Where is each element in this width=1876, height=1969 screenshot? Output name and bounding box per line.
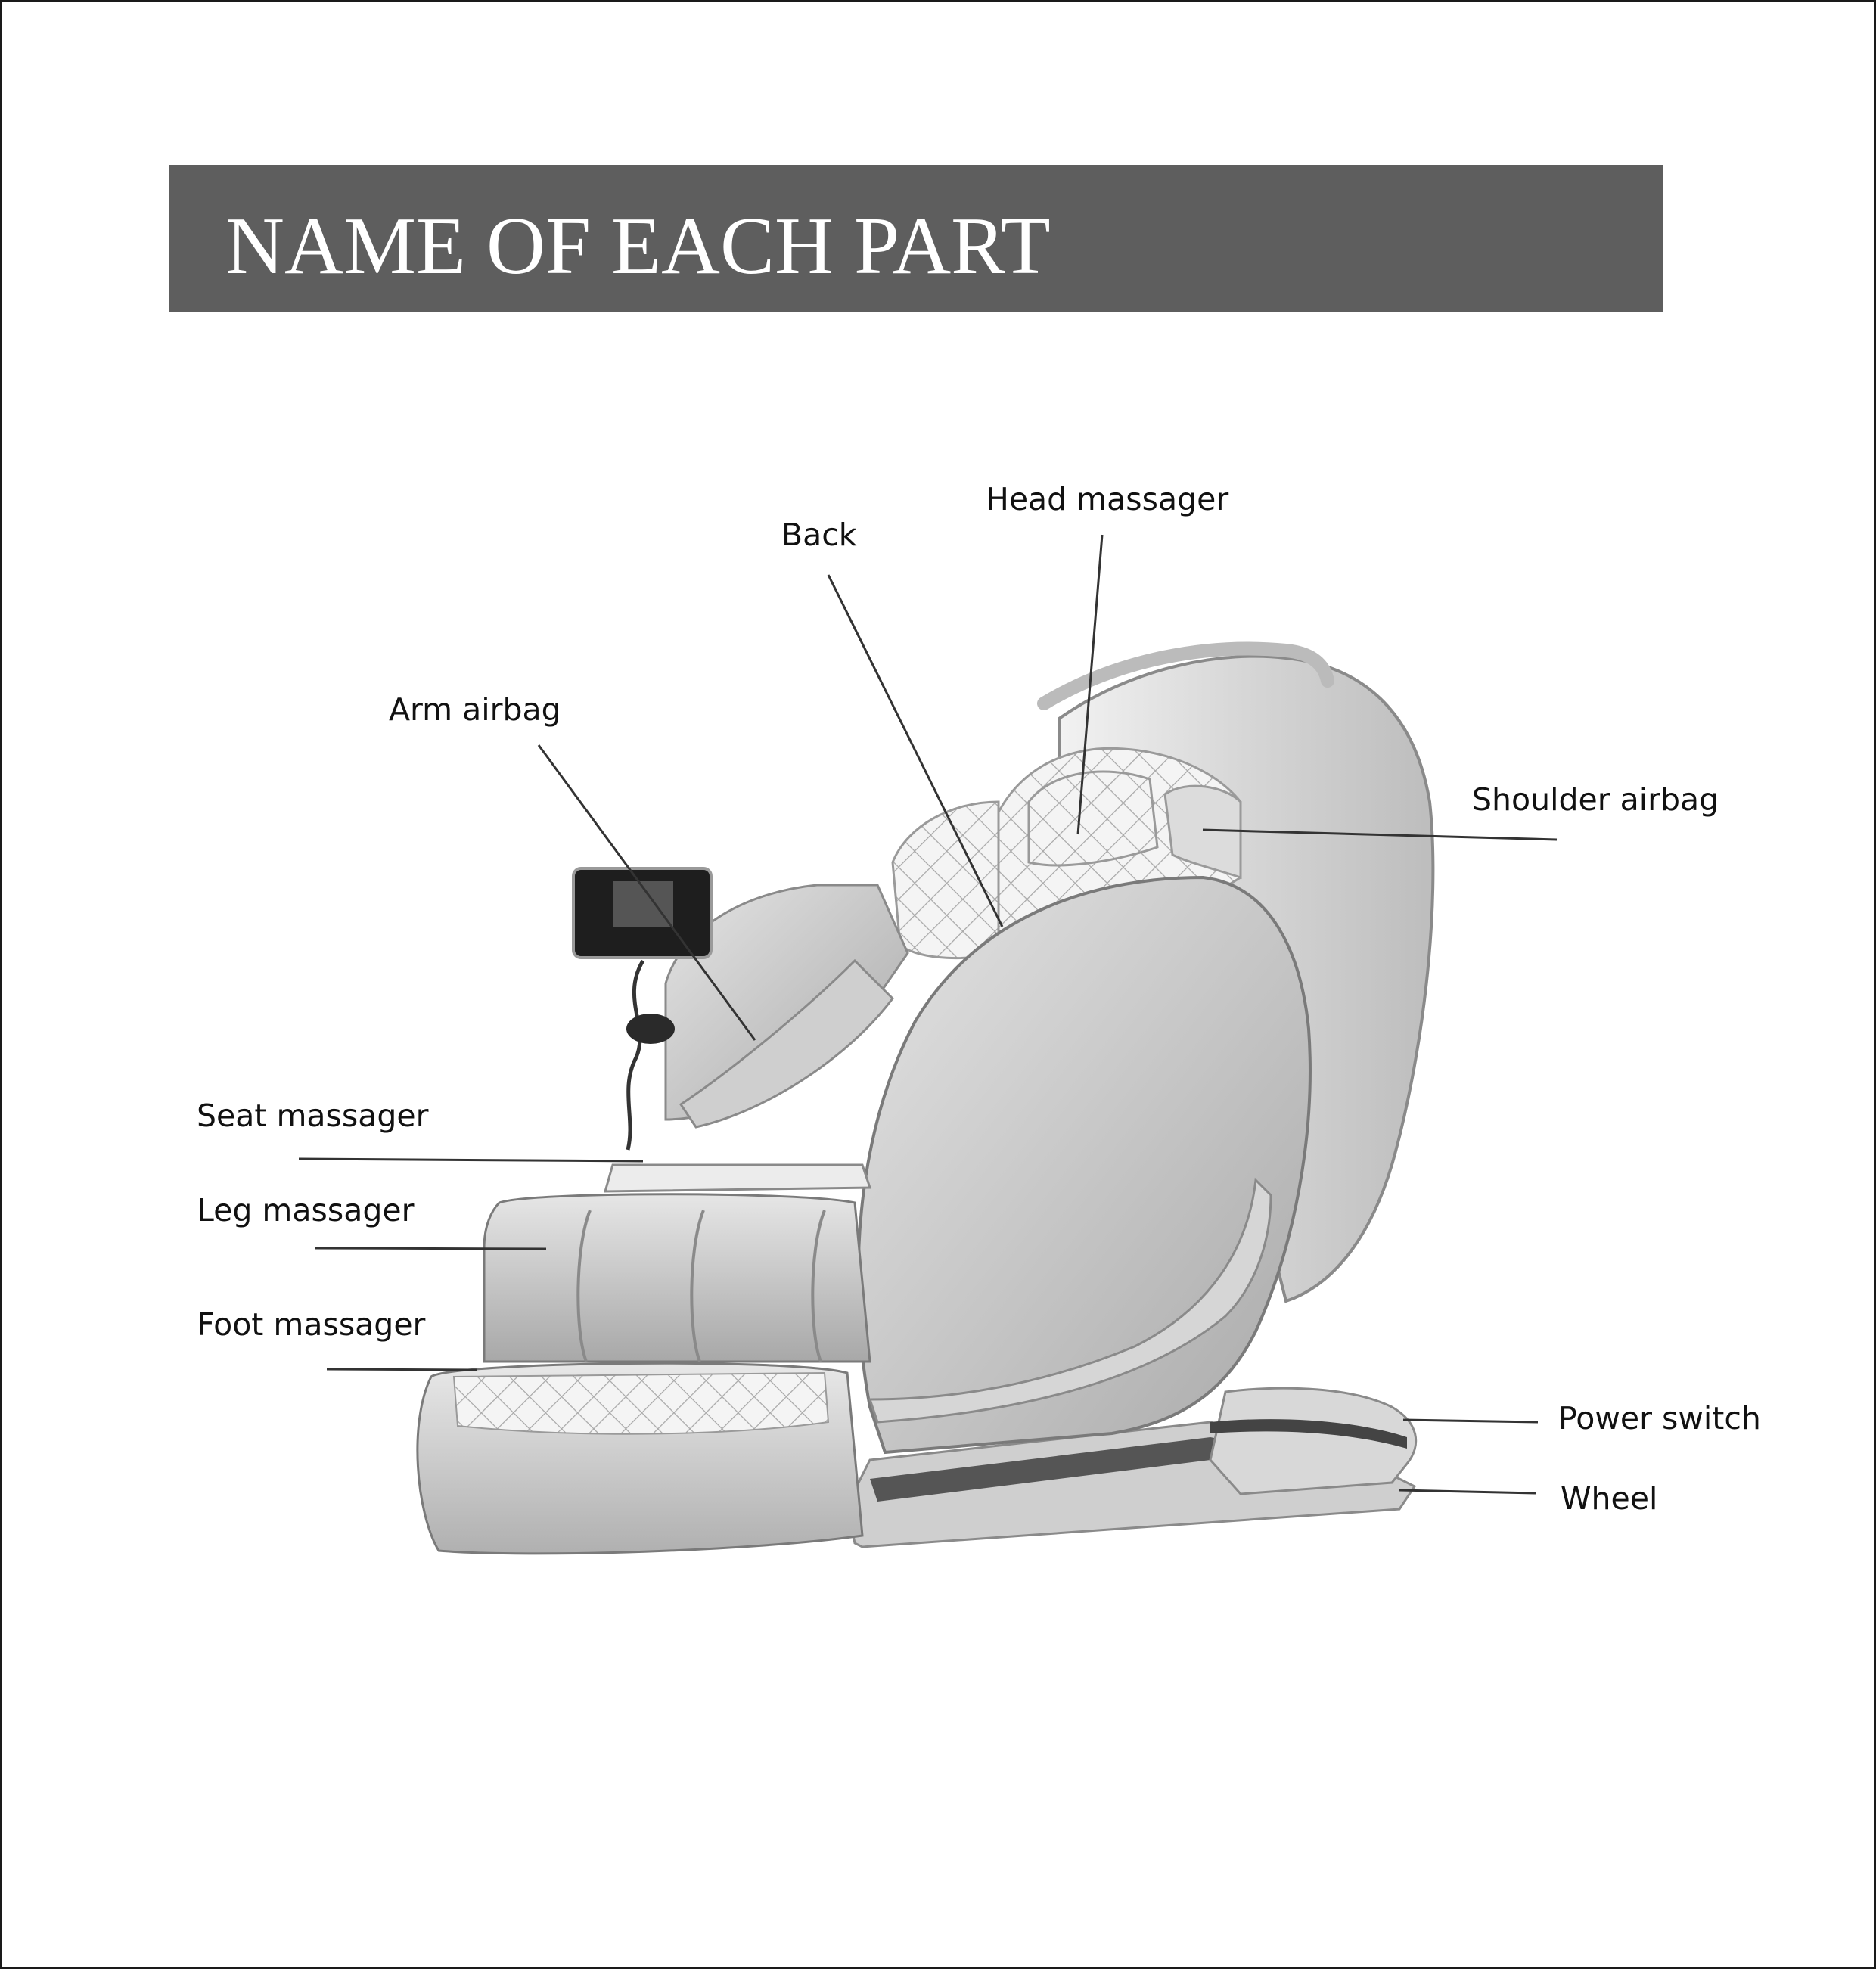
- label-power-switch: Power switch: [1558, 1400, 1761, 1436]
- label-foot-massager: Foot massager: [197, 1306, 426, 1343]
- label-shoulder-airbag: Shoulder airbag: [1472, 781, 1719, 818]
- page-title: NAME OF EACH PART: [225, 201, 1051, 291]
- remote-cord: [628, 961, 643, 1150]
- label-leg-massager: Leg massager: [197, 1192, 415, 1228]
- label-wheel: Wheel: [1561, 1480, 1658, 1517]
- leader-foot-massager: [327, 1369, 477, 1370]
- label-arm-airbag: Arm airbag: [389, 691, 561, 728]
- remote-holder: [626, 1014, 675, 1044]
- seat-cushion: [605, 1165, 870, 1191]
- label-back: Back: [781, 517, 857, 553]
- leader-wheel: [1399, 1490, 1536, 1493]
- leader-arm-airbag: [539, 745, 755, 1040]
- foot-quilt: [454, 1373, 828, 1434]
- label-seat-massager: Seat massager: [197, 1098, 429, 1134]
- head-pad: [1029, 772, 1157, 865]
- leader-leg-massager: [315, 1248, 546, 1249]
- side-pad: [893, 802, 999, 958]
- label-head-massager: Head massager: [986, 481, 1229, 517]
- leader-power-switch: [1403, 1420, 1538, 1422]
- leader-seat-massager: [299, 1159, 643, 1161]
